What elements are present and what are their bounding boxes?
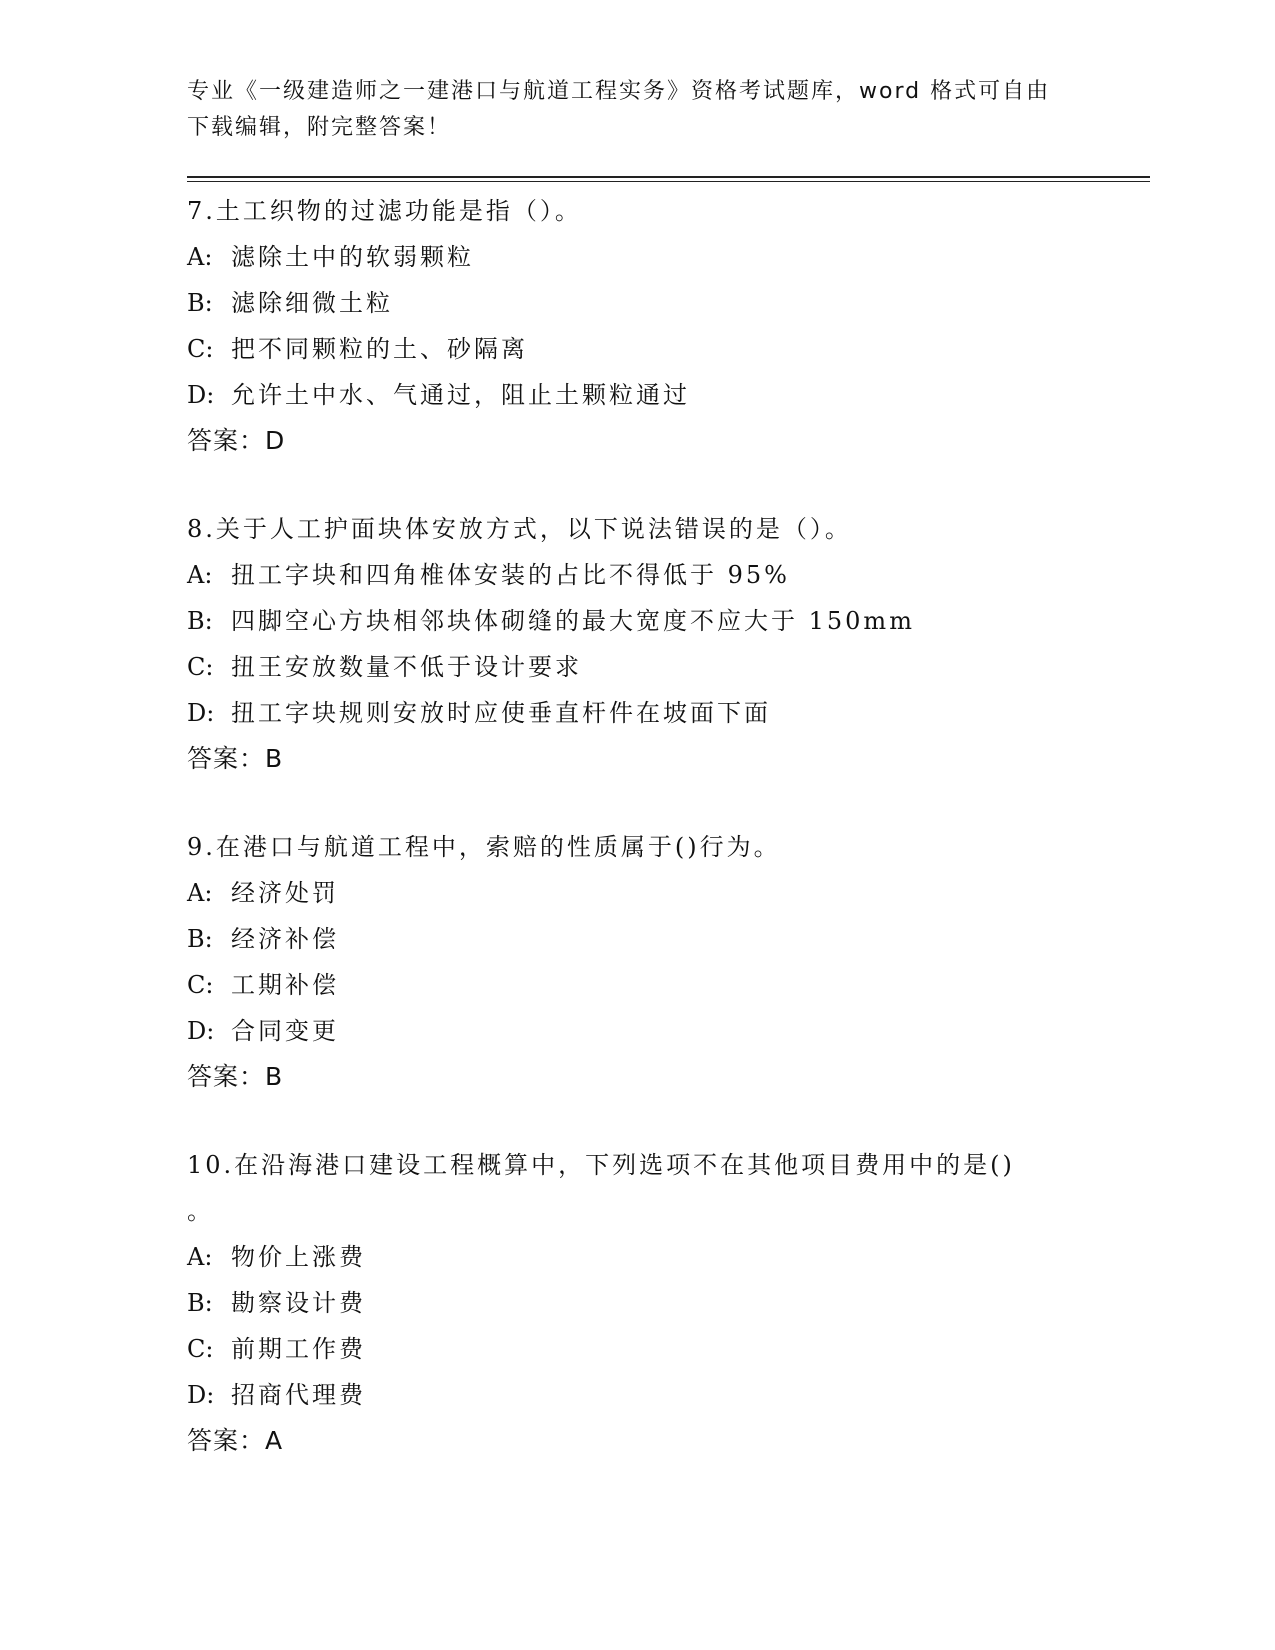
option-key: B: xyxy=(187,925,213,953)
option-key: D: xyxy=(187,1381,215,1409)
option-text: 扭工字块规则安放时应使垂直杆件在坡面下面 xyxy=(231,699,771,727)
question-stem: 10.在沿海港口建设工程概算中，下列选项不在其他项目费用中的是() xyxy=(187,1151,1015,1179)
option-key: C: xyxy=(187,971,214,999)
option-b xyxy=(187,598,1087,644)
option-text: 经济处罚 xyxy=(231,879,339,907)
option-text: 滤除土中的软弱颗粒 xyxy=(231,243,474,271)
option-a xyxy=(187,870,1087,916)
option-key: A: xyxy=(187,561,213,589)
option-key: A: xyxy=(187,1243,213,1271)
header-line-1: 专业《一级建造师之一建港口与航道工程实务》资格考试题库，word 格式可自由 xyxy=(187,79,1051,104)
option-text: 滤除细微土粒 xyxy=(231,289,393,317)
option-key: B: xyxy=(187,1289,213,1317)
option-key: A: xyxy=(187,243,213,271)
option-text: 勘察设计费 xyxy=(231,1289,366,1317)
option-b xyxy=(187,916,1087,962)
question-stem: 7.土工织物的过滤功能是指（）。 xyxy=(187,197,582,225)
option-d xyxy=(187,1008,1087,1054)
option-text: 扭工字块和四角椎体安装的占比不得低于 95% xyxy=(231,561,790,589)
option-c xyxy=(187,962,1087,1008)
option-c xyxy=(187,326,1087,372)
option-text: 工期补偿 xyxy=(231,971,339,999)
option-key: D: xyxy=(187,1017,215,1045)
question-stem: 9.在港口与航道工程中，索赔的性质属于()行为。 xyxy=(187,833,781,861)
answer-label: 答案：A xyxy=(187,1426,284,1455)
answer-label: 答案：B xyxy=(187,744,284,773)
option-text: 前期工作费 xyxy=(231,1335,366,1363)
question-stem-continuation: 。 xyxy=(187,1197,214,1225)
question-7 xyxy=(187,188,1087,464)
option-key: D: xyxy=(187,381,215,409)
option-key: C: xyxy=(187,335,214,363)
option-key: A: xyxy=(187,879,213,907)
question-10 xyxy=(187,1142,1087,1464)
option-text: 允许土中水、气通过，阻止土颗粒通过 xyxy=(231,381,690,409)
option-key: C: xyxy=(187,1335,214,1363)
answer-label: 答案：D xyxy=(187,426,286,455)
option-d xyxy=(187,1372,1087,1418)
option-b xyxy=(187,280,1087,326)
option-c xyxy=(187,1326,1087,1372)
question-stem: 8.关于人工护面块体安放方式，以下说法错误的是（）。 xyxy=(187,515,852,543)
option-text: 合同变更 xyxy=(231,1017,339,1045)
option-d xyxy=(187,372,1087,418)
option-text: 物价上涨费 xyxy=(231,1243,366,1271)
option-key: B: xyxy=(187,289,213,317)
option-a xyxy=(187,552,1087,598)
option-d xyxy=(187,690,1087,736)
option-key: C: xyxy=(187,653,214,681)
option-b xyxy=(187,1280,1087,1326)
option-text: 经济补偿 xyxy=(231,925,339,953)
option-text: 四脚空心方块相邻块体砌缝的最大宽度不应大于 150mm xyxy=(231,607,915,635)
document-header xyxy=(187,74,1067,146)
option-a xyxy=(187,1234,1087,1280)
option-text: 招商代理费 xyxy=(231,1381,366,1409)
header-line-2: 下载编辑，附完整答案！ xyxy=(187,115,452,140)
header-divider-thin xyxy=(187,181,1150,182)
question-9 xyxy=(187,824,1087,1100)
question-8 xyxy=(187,506,1087,782)
option-key: D: xyxy=(187,699,215,727)
header-divider-thick xyxy=(187,176,1150,178)
option-text: 扭王安放数量不低于设计要求 xyxy=(231,653,582,681)
option-a xyxy=(187,234,1087,280)
option-text: 把不同颗粒的土、砂隔离 xyxy=(231,335,528,363)
option-key: B: xyxy=(187,607,213,635)
answer-label: 答案：B xyxy=(187,1062,284,1091)
question-list xyxy=(187,188,1087,1506)
option-c xyxy=(187,644,1087,690)
